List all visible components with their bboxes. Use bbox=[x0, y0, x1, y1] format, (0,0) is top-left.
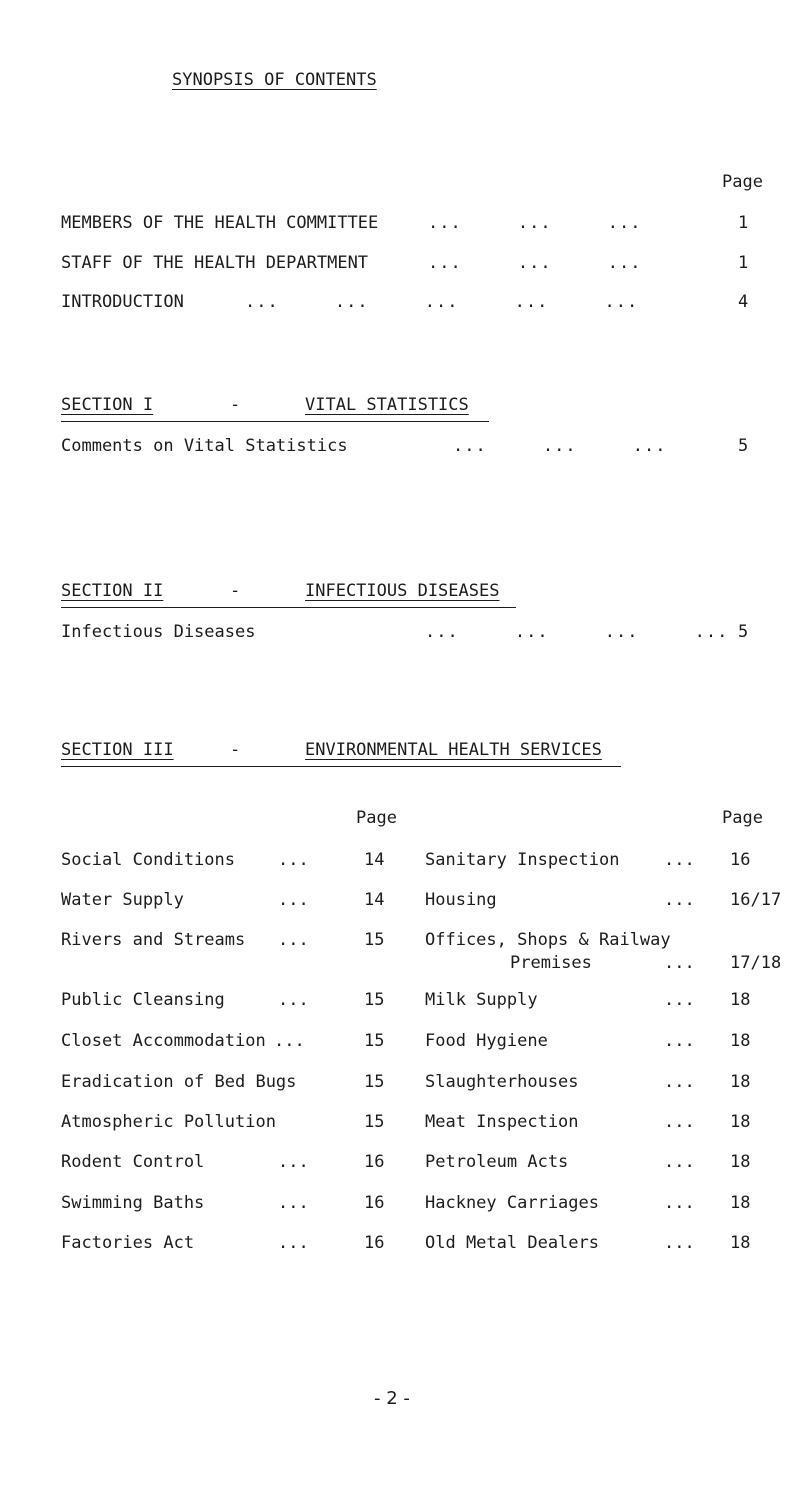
leader-dots: ... ... ... bbox=[428, 213, 642, 233]
leader-dots: ... bbox=[278, 1193, 309, 1213]
page-number-footer: - 2 - bbox=[374, 1388, 410, 1409]
env-item-label: Social Conditions bbox=[61, 850, 235, 870]
env-item-page: 18 bbox=[730, 1072, 751, 1092]
env-item-page: 18 bbox=[730, 1112, 751, 1132]
leader-dots: ... bbox=[278, 1233, 309, 1253]
section-number: SECTION III bbox=[61, 740, 174, 760]
leader-dots: ... bbox=[664, 1152, 695, 1172]
section-dash: - bbox=[230, 581, 241, 601]
right-page-header: Page bbox=[722, 808, 763, 828]
env-item-label: Slaughterhouses bbox=[425, 1072, 579, 1092]
env-item-label: Housing bbox=[425, 890, 497, 910]
toc-label: INTRODUCTION bbox=[61, 292, 184, 312]
env-item-label: Atmospheric Pollution bbox=[61, 1112, 276, 1132]
toc-label: Infectious Diseases bbox=[61, 622, 256, 642]
section-underline bbox=[61, 607, 516, 608]
env-item-page: 16/17 bbox=[730, 890, 782, 910]
toc-page: 1 bbox=[738, 213, 749, 233]
leader-dots: ... ... ... ... ... bbox=[245, 292, 639, 312]
env-item-label: Offices, Shops & Railway bbox=[425, 930, 671, 950]
leader-dots: ... bbox=[664, 953, 695, 973]
env-item-page: 18 bbox=[730, 1193, 751, 1213]
env-item-label: Petroleum Acts bbox=[425, 1152, 569, 1172]
page-column-header: Page bbox=[722, 172, 763, 192]
leader-dots: ... bbox=[274, 1031, 305, 1051]
env-item-label: Closet Accommodation bbox=[61, 1031, 266, 1051]
env-item-page: 18 bbox=[730, 1233, 751, 1253]
env-item-page: 15 bbox=[364, 1031, 385, 1051]
env-item-page: 15 bbox=[364, 990, 385, 1010]
env-item-label: Meat Inspection bbox=[425, 1112, 579, 1132]
leader-dots: ... bbox=[278, 930, 309, 950]
page-title: SYNOPSIS OF CONTENTS bbox=[172, 70, 377, 90]
leader-dots: ... bbox=[664, 1233, 695, 1253]
section-number: SECTION II bbox=[61, 581, 164, 601]
env-item-page: 15 bbox=[364, 1072, 385, 1092]
env-item-label: Milk Supply bbox=[425, 990, 538, 1010]
env-item-page: 16 bbox=[364, 1233, 385, 1253]
leader-dots: ... bbox=[664, 1031, 695, 1051]
leader-dots: ... bbox=[664, 990, 695, 1010]
leader-dots: ... bbox=[278, 850, 309, 870]
env-item-label: Eradication of Bed Bugs bbox=[61, 1072, 297, 1092]
env-item-label: Sanitary Inspection bbox=[425, 850, 620, 870]
section-title: ENVIRONMENTAL HEALTH SERVICES bbox=[305, 740, 602, 760]
leader-dots: ... bbox=[664, 850, 695, 870]
section-title: INFECTIOUS DISEASES bbox=[305, 581, 500, 601]
section-title: VITAL STATISTICS bbox=[305, 395, 469, 415]
env-item-label: Food Hygiene bbox=[425, 1031, 548, 1051]
env-item-page: 16 bbox=[730, 850, 751, 870]
env-item-label: Rivers and Streams bbox=[61, 930, 246, 950]
env-item-page: 14 bbox=[364, 850, 385, 870]
env-item-label: Hackney Carriages bbox=[425, 1193, 599, 1213]
env-item-page: 18 bbox=[730, 1152, 751, 1172]
env-item-page: 15 bbox=[364, 1112, 385, 1132]
env-item-label-continued: Premises bbox=[510, 953, 592, 973]
env-item-label: Swimming Baths bbox=[61, 1193, 205, 1213]
env-item-page: 16 bbox=[364, 1152, 385, 1172]
leader-dots: ... ... ... bbox=[453, 436, 667, 456]
toc-label: STAFF OF THE HEALTH DEPARTMENT bbox=[61, 253, 369, 273]
leader-dots: ... bbox=[664, 890, 695, 910]
section-dash: - bbox=[230, 740, 241, 760]
toc-page: 5 bbox=[738, 622, 749, 642]
env-item-page: 15 bbox=[364, 930, 385, 950]
leader-dots: ... ... ... ... bbox=[425, 622, 729, 642]
leader-dots: ... ... ... bbox=[428, 253, 642, 273]
section-number: SECTION I bbox=[61, 395, 154, 415]
toc-page: 1 bbox=[738, 253, 749, 273]
env-item-label: Old Metal Dealers bbox=[425, 1233, 599, 1253]
env-item-page: 16 bbox=[364, 1193, 385, 1213]
leader-dots: ... bbox=[664, 1072, 695, 1092]
env-item-label: Public Cleansing bbox=[61, 990, 225, 1010]
leader-dots: ... bbox=[278, 1152, 309, 1172]
env-item-page: 18 bbox=[730, 1031, 751, 1051]
leader-dots: ... bbox=[664, 1112, 695, 1132]
env-item-page: 17/18 bbox=[730, 953, 782, 973]
section-dash: - bbox=[230, 395, 241, 415]
section-underline bbox=[61, 766, 621, 767]
section-underline bbox=[61, 421, 489, 422]
env-item-page: 14 bbox=[364, 890, 385, 910]
env-item-label: Factories Act bbox=[61, 1233, 195, 1253]
env-item-label: Water Supply bbox=[61, 890, 184, 910]
leader-dots: ... bbox=[278, 890, 309, 910]
toc-page: 5 bbox=[738, 436, 749, 456]
env-item-page: 18 bbox=[730, 990, 751, 1010]
toc-label: MEMBERS OF THE HEALTH COMMITTEE bbox=[61, 213, 379, 233]
leader-dots: ... bbox=[278, 990, 309, 1010]
env-item-label: Rodent Control bbox=[61, 1152, 205, 1172]
toc-page: 4 bbox=[738, 292, 749, 312]
leader-dots: ... bbox=[664, 1193, 695, 1213]
left-page-header: Page bbox=[356, 808, 397, 828]
toc-label: Comments on Vital Statistics bbox=[61, 436, 348, 456]
